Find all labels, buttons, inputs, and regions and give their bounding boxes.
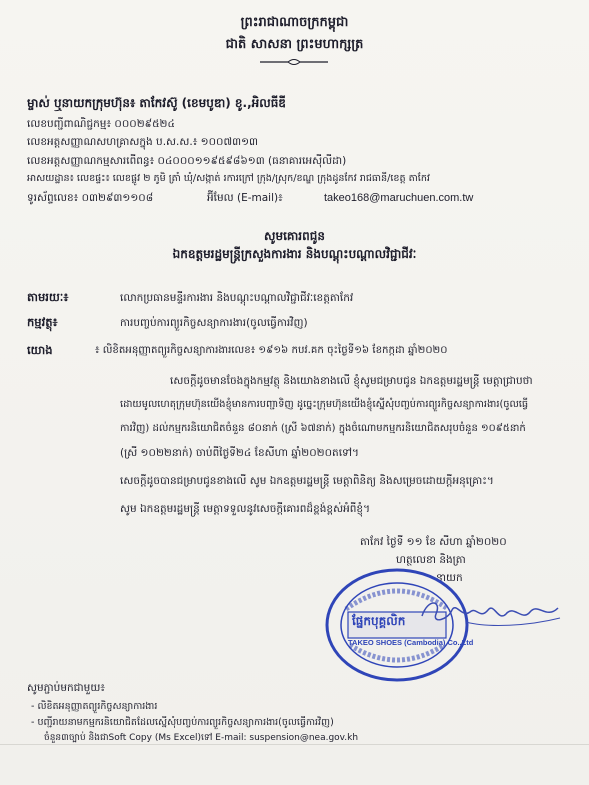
ornament-divider — [258, 58, 330, 66]
salutation-line-2: ឯកឧត្តមរដ្ឋមន្ត្រីក្រសួងការងារ និងបណ្តុះបណ្តាលវិជ្ជាជីវៈ — [172, 247, 417, 261]
email-address: takeo168@maruchuen.com.tw — [324, 192, 474, 204]
signature-title-2: នាយក — [436, 572, 463, 584]
tax-identification-number: លេខអត្តសញ្ញាណកម្មសារពើពន្ធ៖ ០៤០០០១១៩៥៩៨៦១៣ (ធនាគារអេស៊ីលីដា) — [27, 155, 347, 167]
reference-label: យោង — [27, 343, 53, 357]
attachments-heading: សូមភ្ជាប់មកជាមួយ៖ — [27, 682, 105, 694]
body-paragraph-2: សេចក្តីដូចបានជម្រាបជូនខាងលើ សូម ឯកឧត្តមរដ្ឋមន្ត្រី មេត្តាពិនិត្យ និងសម្រេចដោយក្តីអនុគ្រោះ។ — [120, 475, 494, 487]
subject-label: កម្មវត្ថុ៖ — [27, 315, 58, 329]
body-paragraph-1-line-2: ដោយមូលហេតុក្រុមហ៊ុនយើងខ្ញុំមានការបញ្ជាទិញ ដូច្នេះក្រុមហ៊ុនយើងខ្ញុំស្នើសុំបញ្ចប់ការព្យួរកិច្ចសន្យាការងារ(ចូលធ្វើ — [120, 399, 529, 410]
kingdom-title: ព្រះរាជាណាចក្រកម្ពុជា — [240, 15, 349, 30]
national-motto: ជាតិ សាសនា ព្រះមហាក្សត្រ — [225, 37, 364, 52]
body-paragraph-1-line-1: សេចក្តីដូចមានចែងក្នុងកម្មវត្ថុ និងយោងខាងលើ ខ្ញុំសូមជម្រាបជូន ឯកឧត្តមរដ្ឋមន្ត្រី មេត្តាជ្រាបថា — [170, 375, 533, 387]
stamp-khmer-text: ផ្នែកបុគ្គលិក — [352, 614, 406, 628]
attachment-item-2: - បញ្ជីរាយនាមកម្មករនិយោជិតដែលស្នើសុំបញ្ចប់ការព្យួរកិច្ចសន្យាការងារ(ចូលធ្វើការវិញ) — [31, 717, 334, 728]
company-address: អាសយដ្ឋាន៖ លេខផ្ទះ៖ លេខផ្លូវ ២ ភូមិ ត្រាំ ឃុំ/សង្កាត់ រការក្រៅ ក្រុង/ស្រុក/ខណ្ឌ ក្រុងដូនកែវ រាជធានី/ខេត្ត តាកែវ — [27, 173, 430, 184]
handwritten-signature — [418, 592, 568, 632]
page-bottom-edge — [0, 744, 589, 745]
signature-date: តាកែវ ថ្ងៃទី ១១ ខែ សីហា ឆ្នាំ២០២០ — [360, 536, 507, 548]
company-owner-line: ម្ចាស់ ឬនាយកក្រុមហ៊ុន៖ តាកែវស៊ូ (ខេមបូឌា) ខូ.,អិលធីឌី — [27, 96, 286, 110]
commercial-registration: លេខបញ្ជីពាណិជ្ជកម្ម៖ ០០០២៩៥២៤ — [27, 118, 175, 130]
via-label: តាមរយៈ៖ — [27, 290, 69, 304]
stamp-company-name: TAKEO SHOES (Cambodia) Co.,Ltd — [348, 638, 474, 647]
attachment-item-3: ចំនួន៣ច្បាប់ និងជាSoft Copy (Ms Excel)ទៅ E-mail: suspension@nea.gov.kh — [44, 733, 359, 743]
attachment-item-1: - លិខិតអនុញ្ញាតព្យួរកិច្ចសន្យាការងារ — [31, 701, 158, 712]
email-label: អ៊ីមែល (E-mail)៖ — [207, 192, 283, 204]
signature-title-1: ហត្ថលេខា និងត្រា — [396, 554, 466, 566]
salutation-line-1: សូមគោរពជូន — [264, 229, 325, 243]
reference-text: ៖ លិខិតអនុញ្ញាតព្យួរកិច្ចសន្យាការងារលេខ៖ ១៩១៦ កបវ.គក ចុះថ្ងៃទី១៦ ខែកក្កដា ឆ្នាំ២០២០ — [95, 345, 448, 356]
body-paragraph-1-line-4: (ស្រី ១០២២នាក់) ចាប់ពីថ្ងៃទី២៤ ខែសីហា ឆ្នាំ២០២០តទៅ។ — [120, 447, 359, 459]
body-paragraph-1-line-3: ការវិញ) ដល់កម្មករនិយោជិតចំនួន ៨០នាក់ (ស្រី ៦៧នាក់) ក្នុងចំណោមកម្មករនិយោជិតសរុបចំនួន ១០៩៥នាក់ — [120, 423, 526, 434]
body-paragraph-3: សូម ឯកឧត្តមរដ្ឋមន្ត្រី មេត្តាទទួលនូវសេចក្តីគោរពដ៏ខ្ពង់ខ្ពស់អំពីខ្ញុំ។ — [120, 503, 371, 515]
via-text: លោកប្រធានមន្ទីរការងារ និងបណ្តុះបណ្តាលវិជ្ជាជីវៈខេត្តតាកែវ — [120, 292, 354, 304]
social-security-number: លេខអត្តសញ្ញាណសហគ្រាសក្នុង ប.ស.ស.៖ ១០០៧៣១៣ — [27, 136, 258, 148]
subject-text: ការបញ្ចប់ការព្យួរកិច្ចសន្យាការងារ(ចូលធ្វើការវិញ) — [120, 317, 308, 329]
phone-number: ទូរស័ព្ទលេខ៖ ០៣២៩៣១១០៨ — [27, 192, 154, 204]
